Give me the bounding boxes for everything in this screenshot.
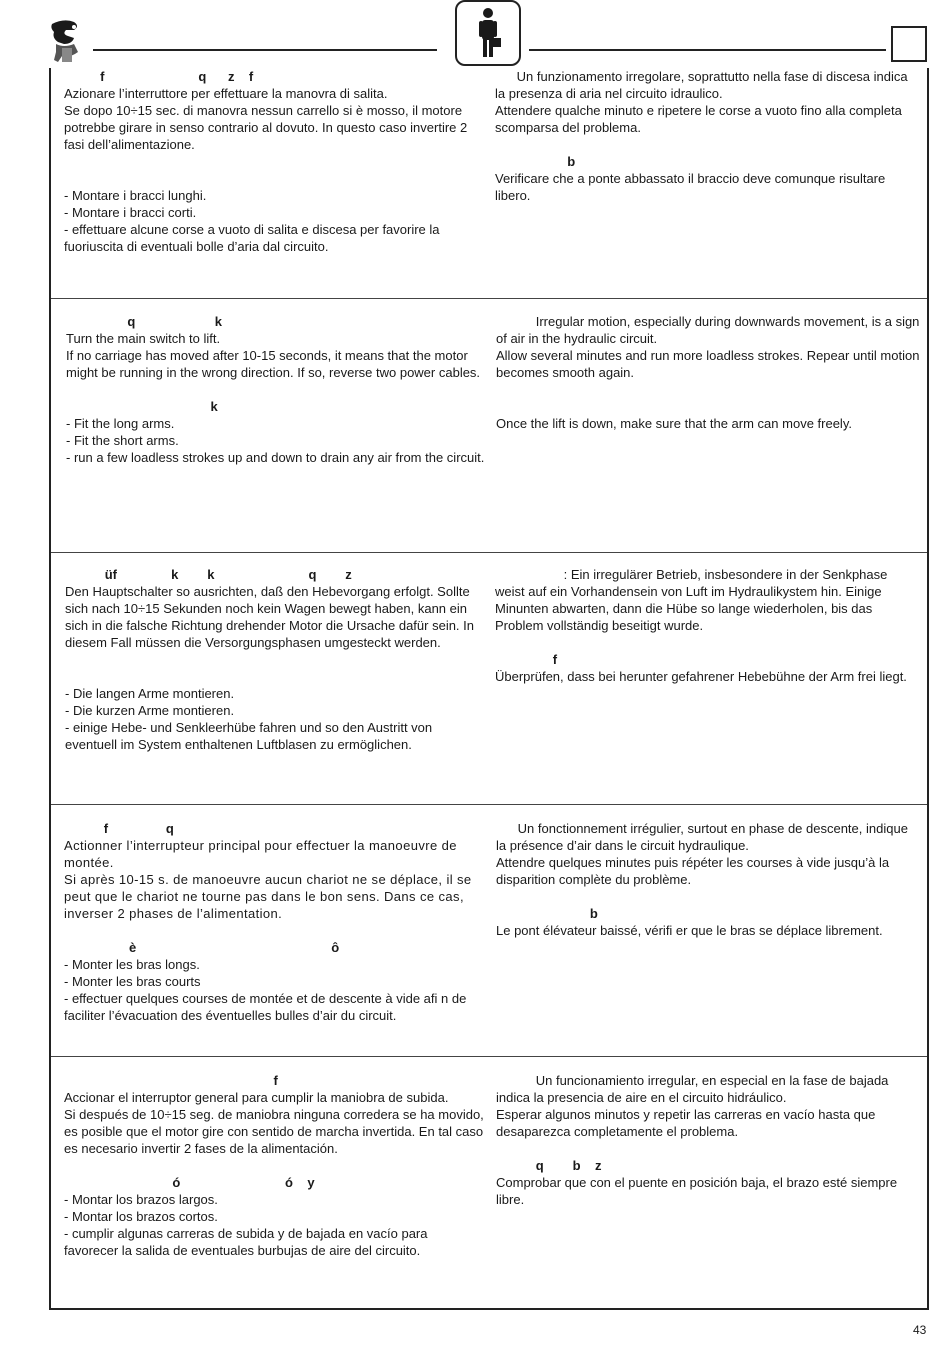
paragraph: - cumplir algunas carreras de subida y de bajada en vacío para favorecer la salida de eventuales burbujas de aire del circuito. [64,1226,432,1258]
paragraph: - Monter les bras longs. [64,957,200,972]
paragraph: - Montar los brazos largos. [64,1192,218,1207]
paragraph: Irregular motion, especially during downwards movement, is a sign of air in the hydraulic circuit. [496,314,924,346]
header-rule-left [93,49,437,51]
operator-figure-icon [457,2,519,64]
paragraph: Un fonctionnement irrégulier, surtout en phase de descente, indique la présence d’air dans le circuit hydraulique. [496,821,912,853]
paragraph: Überprüfen, dass bei herunter gefahrener Hebebühne der Arm frei liegt. [495,669,907,684]
blank-line [495,634,919,651]
paragraph: Once the lift is down, make sure that the arm can move freely. [496,416,852,431]
section-english-right [496,313,924,432]
paragraph: - Montar los brazos cortos. [64,1209,218,1224]
paragraph: Den Hauptschalter so ausrichten, daß den Hebevorgang erfolgt. Sollte sich nach 10÷15 Sekunden noch kein Wagen bewegt haben, kann ein sich in die falsche Richtung drehender Motor die Ursache dafür sein. In diesem Fall müssen die Versorgungsphasen umgesteckt werden. [65,584,478,650]
paragraph: If no carriage has moved after 10-15 seconds, it means that the motor might be running in the wrong direction. If so, reverse two power cables. [66,348,481,380]
section-heading: ó ó y [64,1175,315,1190]
paragraph: Attendre quelques minutes puis répéter les courses à vide jusqu’à la disparition complète du problème. [496,855,893,887]
manufacturer-logo-icon [44,18,88,66]
section-heading: b [496,906,598,921]
section-heading: f q [64,821,174,836]
blank-line [64,1157,484,1174]
paragraph: - Montare i bracci lunghi. [64,188,207,203]
operator-badge [455,0,521,66]
paragraph: Attendere qualche minuto e ripetere le corse a vuoto fino alla completa scomparsa del problema. [495,103,906,135]
paragraph: Se dopo 10÷15 sec. di manovra nessun carrello si è mosso, il motore potrebbe girare in senso contrario al dovuto. In questo caso invertire 2 fasi dell’alimentazione. [64,103,471,152]
header-rule-right [529,49,886,51]
section-heading: f [64,1073,278,1088]
blank-line [66,381,486,398]
paragraph: Si después de 10÷15 seg. de maniobra ninguna corredera se ha movido, es posible que el motor gire con sentido de marcha invertida. En tal caso es necesario invertir 2 fases de la alimentación. [64,1107,488,1156]
header-corner-box [891,26,927,62]
paragraph: - einige Hebe- und Senkleerhübe fahren und so den Austritt von eventuell im System enthaltenen Luftblasen zu ermöglichen. [65,720,436,752]
paragraph: - Die kurzen Arme montieren. [65,703,235,718]
section-heading: è ô [64,940,340,955]
blank-line [65,651,485,668]
paragraph: Un funcionamiento irregular, en especial en la fase de bajada indica la presencia de aire en el circuito hidráulico. [496,1073,893,1105]
section-heading: q k [66,314,223,329]
section-heading: k [66,399,218,414]
paragraph: - Fit the short arms. [66,433,179,448]
section-italian-left [64,68,484,255]
section-italian-right [495,68,919,204]
section-italian [51,68,927,299]
section-spanish [51,1057,927,1307]
page-header [0,0,950,68]
blank-line [64,170,484,187]
blank-line [64,153,484,170]
paragraph: Turn the main switch to lift. [66,331,221,346]
paragraph: Le pont élévateur baissé, vérifi er que le bras se déplace librement. [496,923,883,938]
blank-line [495,136,919,153]
paragraph: - Montare i bracci corti. [64,205,197,220]
paragraph: Verificare che a ponte abbassato il braccio deve comunque risultare libero. [495,171,889,203]
section-heading: üf k k q z [65,567,352,582]
paragraph: Esperar algunos minutos y repetir las carreras en vacío hasta que desaparezca completamente el problema. [496,1107,879,1139]
blank-line [65,668,485,685]
blank-line [496,398,920,415]
section-german-right [495,566,919,685]
paragraph: - effectuer quelques courses de montée et de descente à vide afi n de faciliter l’évacuation des éventuelles bulles d’air du circuit. [64,991,470,1023]
section-heading: f q z f [64,69,254,84]
section-heading: b [495,154,576,169]
content-frame [49,68,929,1310]
section-french [51,805,927,1057]
paragraph: : Ein irregulärer Betrieb, insbesondere in der Senkphase weist auf ein Vorhandensein von Luft im Hydraulikystem hin. Einige Minunten abwarten, dann die Hübe so lange wiederholen, bis das Problem vollständig beseitigt wurde. [495,567,891,633]
paragraph: Un funzionamento irregolare, soprattutto nella fase di discesa indica la presenza di aria nel circuito idraulico. [495,69,912,101]
blank-line [496,1140,920,1157]
paragraph: - Die langen Arme montieren. [65,686,235,701]
section-heading: q b z [496,1158,602,1173]
paragraph: - effettuare alcune corse a vuoto di salita e discesa per favorire la fuoriuscita di eventuali bolle d’aria dal circuito. [64,222,444,254]
paragraph: - run a few loadless strokes up and down to drain any air from the circuit. [66,450,485,465]
section-french-right [496,820,920,939]
section-heading: f [495,652,558,667]
page-number: 43 [913,1323,927,1337]
section-german [51,553,927,805]
section-french-left [64,820,484,1024]
blank-line [496,888,920,905]
section-english-left [66,313,486,466]
paragraph: Allow several minutes and run more loadless strokes. Repear until motion becomes smooth again. [496,348,924,380]
blank-line [64,922,484,939]
section-german-left [65,566,485,753]
blank-line [496,381,920,398]
paragraph: Comprobar que con el puente en posición baja, el brazo esté siempre libre. [496,1175,901,1207]
paragraph: Accionar el interruptor general para cumplir la maniobra de subida. [64,1090,449,1105]
paragraph: - Monter les bras courts [64,974,201,989]
paragraph: - Fit the long arms. [66,416,175,431]
paragraph: Actionner l’interrupteur principal pour effectuer la manoeuvre de montée. [64,838,461,870]
paragraph: Azionare l’interruttore per effettuare la manovra di salita. [64,86,388,101]
section-spanish-left [64,1072,488,1259]
section-english [51,299,927,553]
section-spanish-right [496,1072,920,1208]
paragraph: Si après 10-15 s. de manoeuvre aucun chariot ne se déplace, il se peut que le chariot ne tourne pas dans le bon sens. Dans ce cas, inverser 2 phases de l’alimentation. [64,872,476,921]
